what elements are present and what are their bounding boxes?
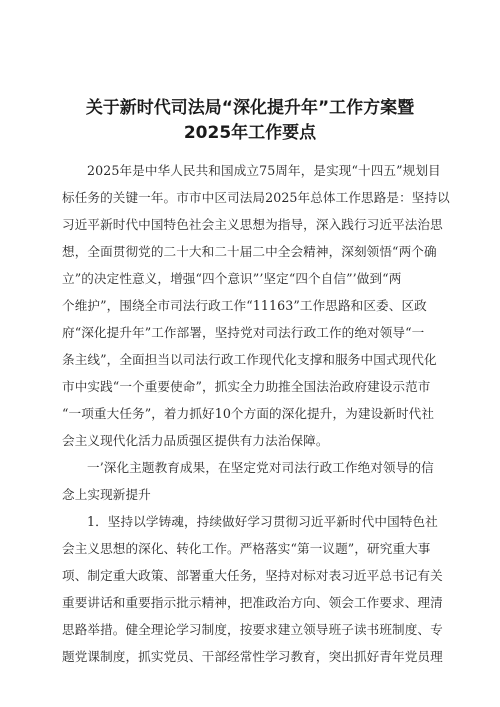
document-title-line-1: 关于新时代司法局“深化提升年”工作方案暨	[85, 98, 415, 118]
body-line: 市中实践“一个重要使命”，抓实全力助推全国法治政府建设示范市	[62, 379, 431, 394]
body-line: 项、制定重大政策、部署重大任务，坚持对标对表习近平总书记有关	[62, 568, 443, 583]
body-line: 会主义现代化活力品质强区提供有力法治保障。	[62, 433, 329, 448]
body-line: 一’深化主题教育成果，在坚定党对司法行政工作绝对领导的信	[87, 460, 434, 475]
body-line: 会主义思想的深化、转化工作。严格落实“第一议题”，研究重大事	[62, 541, 431, 556]
document-body	[62, 157, 450, 670]
body-line: 想，全面贯彻党的二十大和二十届二中全会精神，深刻领悟“两个确	[62, 244, 437, 259]
body-line: 2025年是中华人民共和国成立75周年，是实现“十四五”规划目	[87, 163, 441, 178]
body-line: 标任务的关键一年。市市中区司法局2025年总体工作思路是：坚持以	[62, 190, 450, 205]
body-line: 重要讲话和重要指示批示精神，把准政治方向、领会工作要求、理清	[62, 595, 443, 610]
document-title-line-2: 2025年工作要点	[183, 123, 317, 143]
body-line: 题党课制度，抓实党员、干部经常性学习教育，突出抓好青年党员理	[62, 649, 443, 664]
body-line: “一项重大任务”，着力抓好10个方面的深化提升，为建设新时代社	[62, 406, 435, 421]
body-line: 念上实现新提升	[62, 487, 151, 502]
body-line: 条主线”，全面担当以司法行政工作现代化支撑和服务中国式现代化	[62, 352, 437, 367]
body-line: 1．坚持以学铸魂，持续做好学习贯彻习近平新时代中国特色社	[87, 514, 438, 529]
body-line: 思路举措。健全理论学习制度，按要求建立领导班子读书班制度、专	[62, 622, 443, 637]
body-line: 习近平新时代中国特色社会主义思想为指导，深入践行习近平法治思	[62, 217, 443, 232]
body-line: 个维护”，围绕全市司法行政工作“11163”工作思路和区委、区政	[62, 298, 427, 313]
body-line: 府“深化提升年”工作部署，坚持党对司法行政工作的绝对领导“一	[62, 325, 425, 340]
body-line: 立”的决定性意义，增强“四个意识”’坚定“四个自信”’做到“两	[62, 271, 402, 286]
